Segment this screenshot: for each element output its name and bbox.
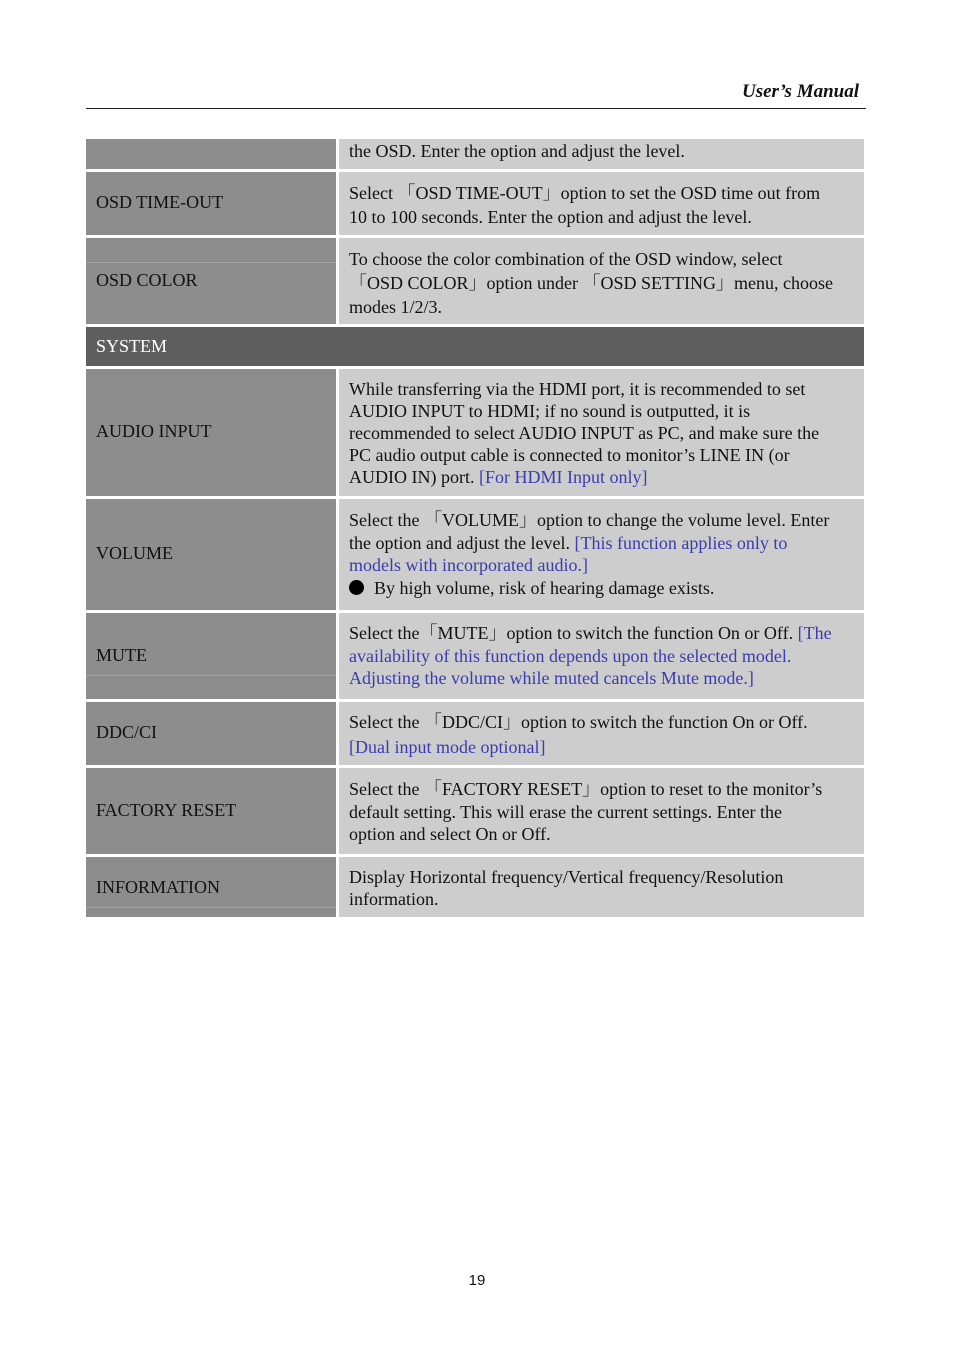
row-label-cell [86,172,336,235]
row-label-cell [86,768,336,854]
table-row-audio-input [86,369,864,496]
cell-divider [86,262,336,263]
row-label-cell [86,499,336,610]
row-description-cell: To choose the color combination of the OSD window, select 「OSD COLOR」option under 「OSD SETTING」menu, choose modes 1/2/3. [339,238,864,324]
row-label-cell [86,369,336,496]
bullet-icon [349,580,364,595]
row-label: AUDIO INPUT [96,421,212,441]
row-label: INFORMATION [96,877,221,897]
row-description-cell: Display Horizontal frequency/Vertical frequency/Resolution information. [339,857,864,917]
row-description-cell: While transferring via the HDMI port, it is recommended to set AUDIO INPUT to HDMI; if no sound is outputted, it is recommended to select AUDIO INPUT as PC, and make sure the PC audio output cable is connected to monitor’s LINE IN (or AUDIO IN) port. [For HDMI Input only] [339,369,864,496]
row-description-cell: Select the 「DDC/CI」option to switch the function On or Off. [Dual input mode optional] [339,702,864,765]
table-row-osd-color [86,238,864,324]
row-label: FACTORY RESET [96,800,237,820]
row-description-cell: Select 「OSD TIME-OUT」option to set the OSD time out from 10 to 100 seconds. Enter the option and adjust the level. [339,172,864,235]
row-label: VOLUME [96,543,173,563]
section-title: SYSTEM [96,336,168,356]
manual-title: User’s Manual [741,81,859,102]
table-row-osd-timeout [86,172,864,235]
row-label-cell [86,857,336,917]
row-label-cell [86,238,336,324]
row-description-cell: the OSD. Enter the option and adjust the level. [339,139,864,169]
row-description-cell: Select the「MUTE」option to switch the function On or Off. [The availability of this function depends upon the selected model. Adjusting the volume while muted cancels Mute mode.] [339,613,864,699]
cell-divider [86,907,336,908]
row-label: OSD TIME-OUT [96,192,224,212]
page-number: 19 [468,1272,486,1289]
table-row-mute [86,613,864,699]
row-label-cell [86,702,336,765]
section-header-system [86,327,864,366]
mute-note: [The [797,623,832,643]
table-row-continuation [86,139,864,169]
audio-note-continued: models with incorporated audio.] [349,555,588,575]
row-label-cell [86,139,336,169]
header-divider [86,108,866,109]
cell-divider [86,675,336,676]
table-row-factory-reset [86,768,864,854]
row-description-cell: Select the 「FACTORY RESET」option to reset to the monitor’s default setting. This will erase the current settings. Enter the option and select On or Off. [339,768,864,854]
row-label: MUTE [96,645,147,665]
hdmi-note: [For HDMI Input only] [478,467,648,487]
table-row-information [86,857,864,917]
row-label-cell [86,613,336,699]
row-description-cell: Select the 「VOLUME」option to change the volume level. Enter the option and adjust the level. [This function applies only to models with incorporated audio.] By high volume, risk of hearing damage exists. [339,499,864,610]
table-row-volume [86,499,864,610]
dual-input-note: [Dual input mode optional] [349,737,546,757]
row-label: OSD COLOR [96,270,198,290]
table-row-ddc-ci [86,702,864,765]
audio-note: [This function applies only to [574,533,788,553]
row-label: DDC/CI [96,722,158,742]
